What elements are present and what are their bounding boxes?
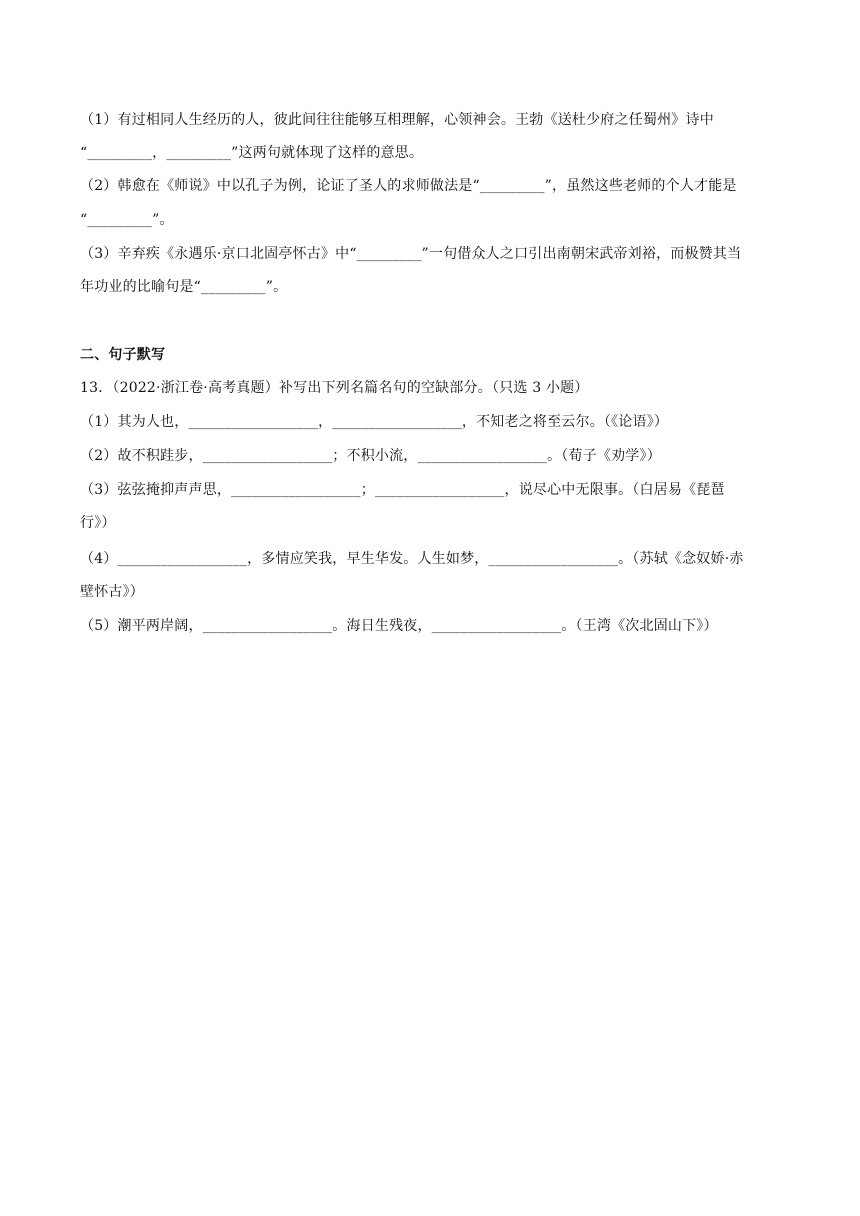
q2-text-line-2: “_________”。	[80, 212, 174, 228]
item-4-line-1: （4）__________________，多情应笑我，早生华发。人生如梦，__________________。（苏轼《念奴娇·赤	[80, 551, 744, 567]
q3-text-line-2: 年功业的比喻句是“_________”。	[80, 279, 288, 295]
item-4-line-2: 壁怀古》）	[80, 584, 144, 600]
q2-text-line-1: （2）韩愈在《师说》中以孔子为例，论证了圣人的求师做法是“_________”，虽然这些老师的个人才能是	[80, 178, 737, 194]
item-2-line-1: （2）故不积跬步，__________________；不积小流，__________________。（荀子《劝学》）	[80, 448, 661, 464]
item-3-line-2: 行》）	[80, 515, 116, 531]
item-3-line-1: （3）弦弦掩抑声声思，__________________；__________________，说尽心中无限事。（白居易《琵琶	[80, 482, 725, 498]
item-1-line-1: （1）其为人也，__________________，__________________，不知老之将至云尔。（《论语》）	[80, 414, 669, 430]
q1-text-line-1: （1）有过相同人生经历的人，彼此间往往能够互相理解，心领神会。王勃《送杜少府之任蜀州》诗中	[80, 112, 714, 128]
section-heading: 二、句子默写	[80, 347, 166, 363]
question-13-stem: 13．（2022·浙江卷·高考真题）补写出下列名篇名句的空缺部分。（只选 3 小题）	[80, 380, 589, 396]
q3-text-line-1: （3）辛弃疾《永遇乐·京口北固亭怀古》中“_________”一句借众人之口引出南朝宋武帝刘裕，而极赞其当	[80, 246, 742, 262]
item-5-line-1: （5）潮平两岸阔，__________________。海日生残夜，__________________。（王湾《次北固山下》）	[80, 618, 718, 634]
q1-text-line-2: “_________，_________”这两句就体现了这样的意思。	[80, 145, 424, 161]
